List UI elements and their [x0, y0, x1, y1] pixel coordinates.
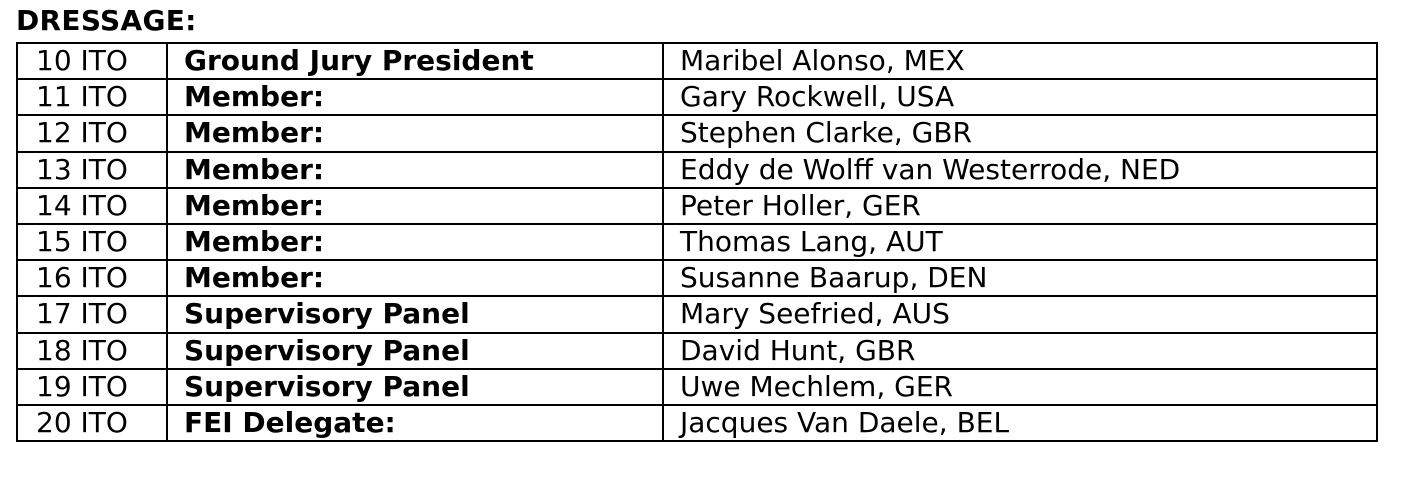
official-role: Member: — [167, 115, 663, 151]
table-row — [17, 224, 1377, 260]
table-row — [17, 79, 1377, 115]
official-role: Supervisory Panel — [167, 333, 663, 369]
official-number: 12 ITO — [17, 115, 167, 151]
official-name: Mary Seefried, AUS — [663, 296, 1377, 332]
table-row — [17, 115, 1377, 151]
table-row — [17, 188, 1377, 224]
official-name: Gary Rockwell, USA — [663, 79, 1377, 115]
official-name: Stephen Clarke, GBR — [663, 115, 1377, 151]
official-number: 20 ITO — [17, 405, 167, 441]
official-name: Peter Holler, GER — [663, 188, 1377, 224]
table-row — [17, 333, 1377, 369]
section-title: DRESSAGE: — [16, 4, 197, 37]
table-row — [17, 43, 1377, 79]
official-name: Susanne Baarup, DEN — [663, 260, 1377, 296]
official-role: Supervisory Panel — [167, 296, 663, 332]
official-name: Eddy de Wolff van Westerrode, NED — [663, 152, 1377, 188]
table-row — [17, 369, 1377, 405]
official-number: 11 ITO — [17, 79, 167, 115]
official-number: 16 ITO — [17, 260, 167, 296]
official-role: Member: — [167, 224, 663, 260]
official-number: 17 ITO — [17, 296, 167, 332]
table-row — [17, 152, 1377, 188]
official-role: Member: — [167, 79, 663, 115]
official-role: Ground Jury President — [167, 43, 663, 79]
official-name: Maribel Alonso, MEX — [663, 43, 1377, 79]
official-role: Supervisory Panel — [167, 369, 663, 405]
official-name: David Hunt, GBR — [663, 333, 1377, 369]
official-name: Uwe Mechlem, GER — [663, 369, 1377, 405]
official-number: 10 ITO — [17, 43, 167, 79]
official-name: Jacques Van Daele, BEL — [663, 405, 1377, 441]
table-row — [17, 260, 1377, 296]
table-row — [17, 296, 1377, 332]
officials-table — [16, 42, 1378, 442]
official-number: 14 ITO — [17, 188, 167, 224]
official-number: 19 ITO — [17, 369, 167, 405]
official-number: 13 ITO — [17, 152, 167, 188]
table-row — [17, 405, 1377, 441]
official-role: Member: — [167, 188, 663, 224]
official-name: Thomas Lang, AUT — [663, 224, 1377, 260]
official-role: Member: — [167, 260, 663, 296]
official-role: Member: — [167, 152, 663, 188]
official-number: 18 ITO — [17, 333, 167, 369]
official-number: 15 ITO — [17, 224, 167, 260]
official-role: FEI Delegate: — [167, 405, 663, 441]
